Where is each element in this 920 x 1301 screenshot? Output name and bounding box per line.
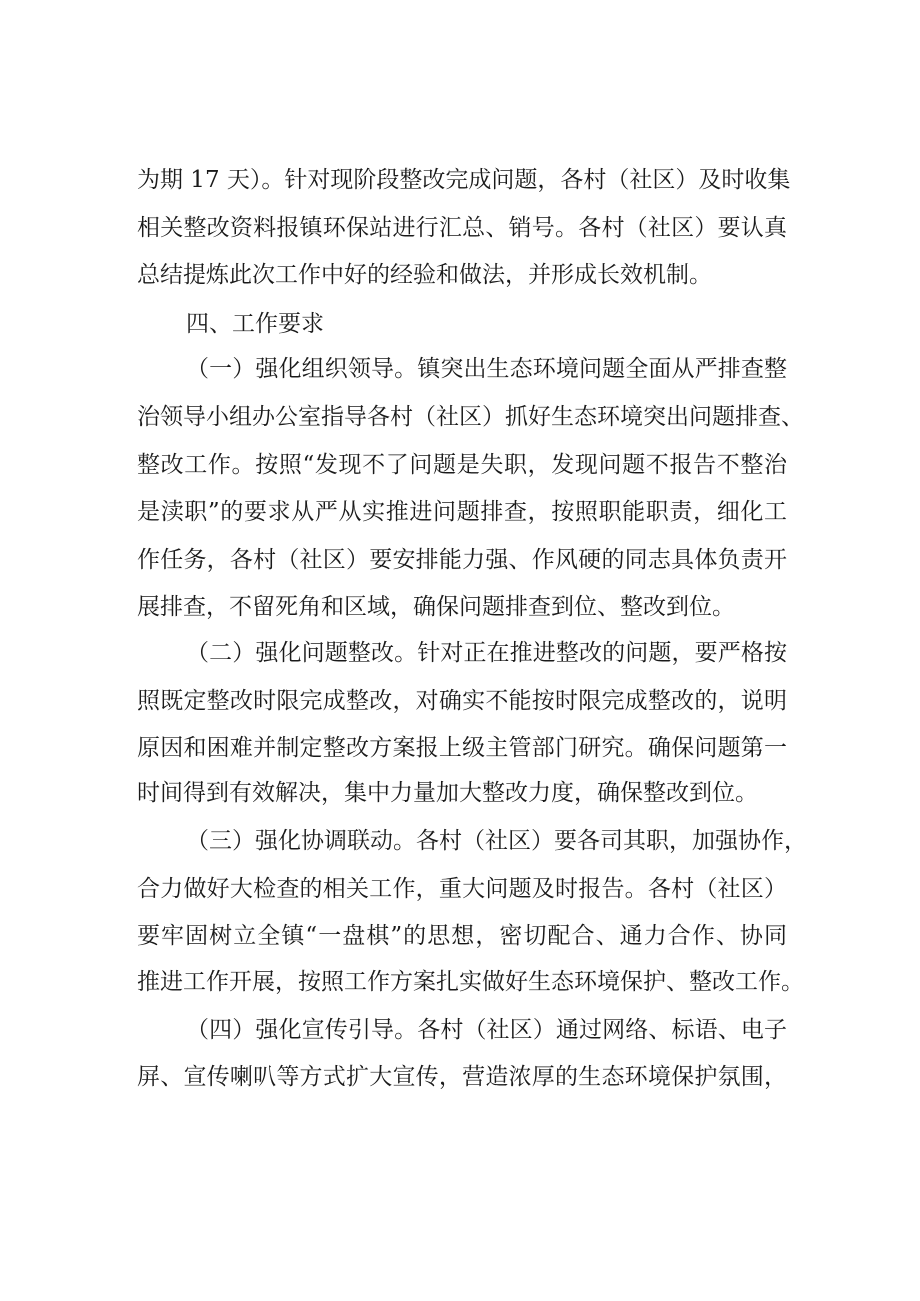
- text-line: 时间得到有效解决，集中力量加大整改力度，确保整改到位。: [137, 780, 758, 806]
- text-line: 相关整改资料报镇环保站进行汇总、销号。各村（社区）要认真: [137, 215, 787, 241]
- text-line: （三）强化协调联动。各村（社区）要各司其职，加强协作，: [186, 828, 807, 854]
- text-line: 整改工作。按照“发现不了问题是失职，发现问题不报告不整治: [137, 452, 787, 478]
- text-line: 展排查，不留死角和区域，确保问题排查到位、整改到位。: [137, 594, 735, 620]
- text-line: 照既定整改时限完成整改，对确实不能按时限完成整改的，说明: [137, 688, 787, 714]
- text-line: 屏、宣传喇叭等方式扩大宣传，营造浓厚的生态环境保护氛围，: [137, 1064, 787, 1090]
- text-line: 推进工作开展，按照工作方案扎实做好生态环境保护、整改工作。: [137, 969, 804, 995]
- text-line: （二）强化问题整改。针对正在推进整改的问题，要严格按: [186, 640, 787, 666]
- text-line: 总结提炼此次工作中好的经验和做法，并形成长效机制。: [137, 262, 712, 288]
- section-heading: 四、工作要求: [186, 311, 324, 337]
- text-line: 原因和困难并制定整改方案报上级主管部门研究。确保问题第一: [137, 735, 787, 761]
- text-line: 是渎职”的要求从严从实推进问题排查，按照职能职责，细化工: [137, 499, 787, 525]
- text-line: 要牢固树立全镇“一盘棋”的思想，密切配合、通力合作、协同: [137, 923, 787, 949]
- text-line: 为期 17 天）。针对现阶段整改完成问题，各村（社区）及时收集: [137, 167, 791, 193]
- text-line: 作任务，各村（社区）要安排能力强、作风硬的同志具体负责开: [137, 547, 787, 573]
- text-line: 治领导小组办公室指导各村（社区）抓好生态环境突出问题排查、: [137, 404, 804, 430]
- text-line: （一）强化组织领导。镇突出生态环境问题全面从严排查整: [186, 356, 787, 382]
- text-line: （四）强化宣传引导。各村（社区）通过网络、标语、电子: [186, 1017, 787, 1043]
- text-line: 合力做好大检查的相关工作，重大问题及时报告。各村（社区）: [137, 876, 787, 902]
